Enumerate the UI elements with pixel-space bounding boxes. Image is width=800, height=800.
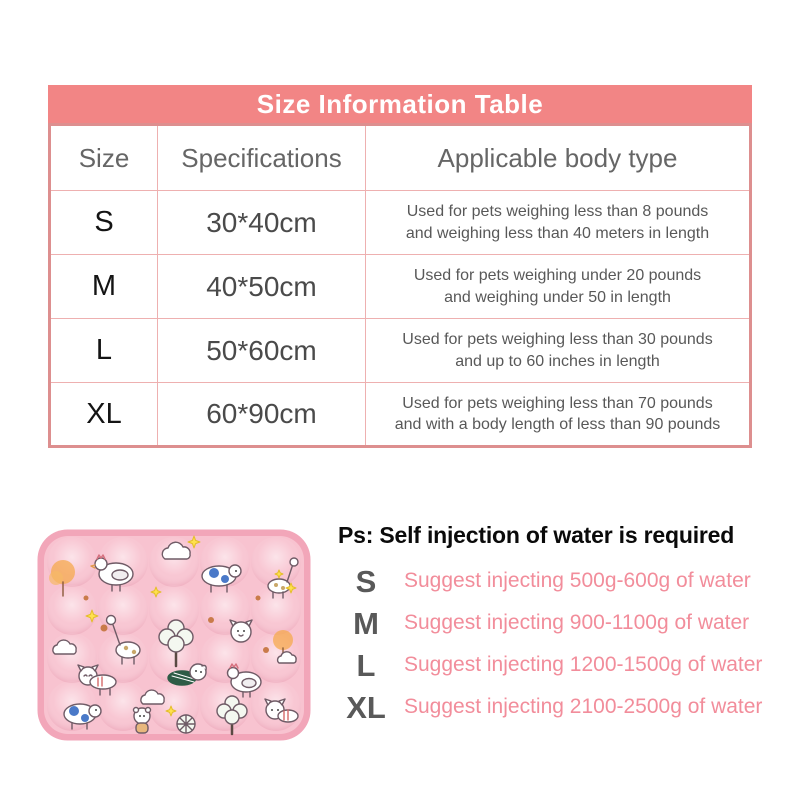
pet-mat-image [36, 528, 312, 742]
table-row [50, 383, 751, 447]
tree-icon [177, 715, 195, 733]
body-type-value [366, 383, 751, 447]
list-item [334, 560, 789, 602]
suggestion-text: Suggest injecting 500g-600g of water [404, 569, 751, 592]
body-type-line1: Used for pets weighing less than 8 pounds [406, 203, 709, 221]
body-type-value [366, 191, 751, 255]
suggestion-text: Suggest injecting 1200-1500g of water [404, 653, 763, 676]
bear-icon [134, 708, 151, 734]
table-row [50, 319, 751, 383]
list-item [334, 644, 789, 686]
water-injection-list [334, 560, 789, 728]
size-label: L [356, 647, 376, 683]
size-value: M [50, 255, 158, 319]
body-type-line2: and up to 60 inches in length [455, 352, 660, 370]
body-type-value [366, 319, 751, 383]
size-information-section [48, 85, 752, 448]
body-type-value [366, 255, 751, 319]
size-value: XL [50, 383, 158, 447]
column-header-size: Size [50, 125, 158, 191]
size-label: XL [346, 689, 386, 725]
column-header-specifications: Specifications [158, 125, 366, 191]
size-label: S [355, 563, 377, 599]
pet-mat-illustration [36, 528, 312, 742]
cat-icon [230, 620, 252, 642]
spec-value: 30*40cm [158, 191, 366, 255]
body-type-line2: and with a body length of less than 90 pounds [394, 416, 721, 433]
size-value: L [50, 319, 158, 383]
list-item [334, 686, 789, 728]
body-type-line2: and weighing under 50 in length [444, 288, 671, 306]
spec-value: 60*90cm [158, 383, 366, 447]
body-type-line1: Used for pets weighing under 20 pounds [413, 267, 702, 285]
suggestion-text: Suggest injecting 2100-2500g of water [404, 695, 763, 718]
list-item [334, 602, 789, 644]
table-row [50, 191, 751, 255]
table-row [50, 255, 751, 319]
body-type-line2: and weighing less than 40 meters in length [405, 224, 710, 242]
size-value: S [50, 191, 158, 255]
table-header-row [50, 125, 751, 191]
spec-value: 50*60cm [158, 319, 366, 383]
body-type-line1: Used for pets weighing less than 30 pounds [402, 331, 713, 349]
body-type-line1: Used for pets weighing less than 70 pounds [402, 394, 713, 412]
size-table [48, 123, 752, 448]
spec-value: 40*50cm [158, 255, 366, 319]
column-header-body-type: Applicable body type [366, 125, 751, 191]
suggestion-text: Suggest injecting 900-1100g of water [404, 611, 750, 634]
ps-heading: Ps: Self injection of water is required [338, 522, 735, 548]
table-title: Size Information Table [48, 85, 752, 123]
size-label: M [353, 605, 379, 641]
